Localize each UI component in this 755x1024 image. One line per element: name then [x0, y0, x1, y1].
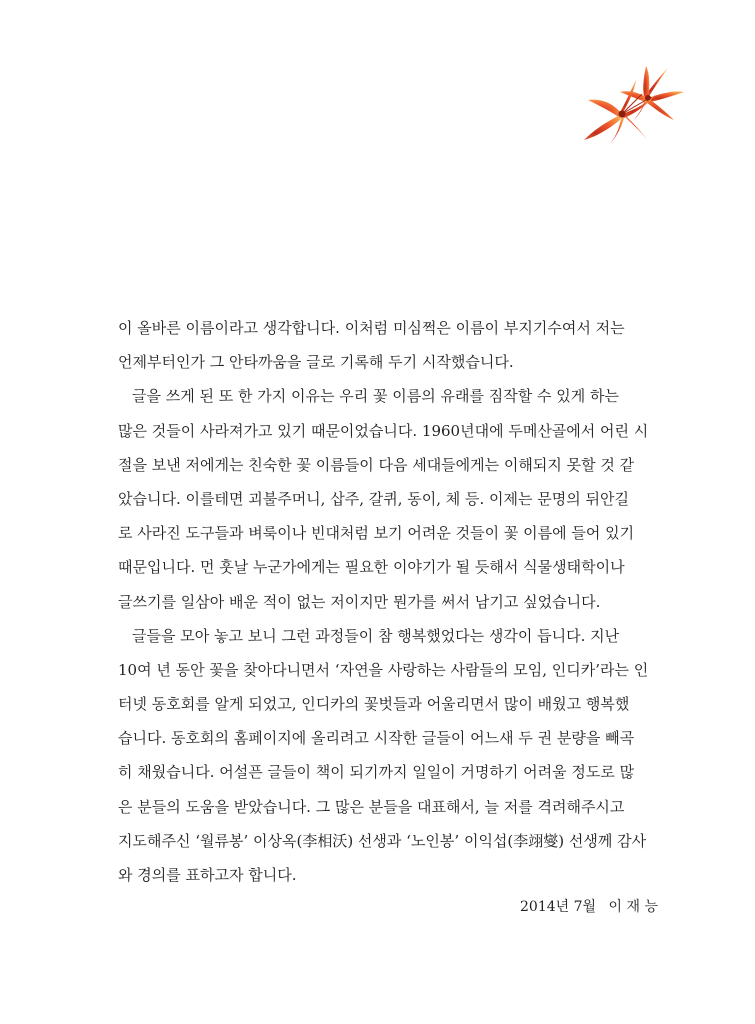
text-line: 때문입니다. 먼 훗날 누군가에게는 필요한 이야기가 될 듯해서 식물생태학이나: [118, 558, 625, 577]
body-text: [118, 311, 658, 892]
text-line: 많은 것들이 사라져가고 있기 때문이었습니다. 1960년대에 두메산골에서 어린 시: [118, 421, 649, 440]
text-line: 글쓰기를 일삼아 배운 적이 없는 저이지만 뭔가를 써서 남기고 싶었습니다.: [118, 592, 601, 611]
text-line: 절을 보낸 저에게는 친숙한 꽃 이름들이 다음 세대들에게는 이해되지 못할 것 같: [118, 455, 635, 474]
paragraph: [118, 619, 658, 893]
signature: [520, 892, 658, 922]
text-line: 10여 년 동안 꽃을 찾아다니면서 ‘자연을 사랑하는 사람들의 모임, 인디카’라는 인: [118, 660, 649, 679]
text-line: 글들을 모아 놓고 보니 그런 과정들이 참 행복했었다는 생각이 듭니다. 지난: [132, 626, 620, 645]
text-line: 터넷 동호회를 알게 되었고, 인디카의 꽃벗들과 어울리면서 많이 배웠고 행복했: [118, 695, 630, 714]
text-line: 은 분들의 도움을 받았습니다. 그 많은 분들을 대표해서, 늘 저를 격려해주시고: [118, 797, 625, 816]
text-line: 지도해주신 ‘월류봉’ 이상옥(李相沃) 선생과 ‘노인봉’ 이익섭(李翊燮) 선생께 감사: [118, 831, 647, 850]
text-line: 습니다. 동호회의 홈페이지에 올리려고 시작한 글들이 어느새 두 권 분량을 빼곡: [118, 729, 635, 748]
paragraph: [118, 379, 658, 618]
signature-date: 2014년 7월: [520, 899, 597, 915]
text-line: 와 경의를 표하고자 합니다.: [118, 866, 297, 884]
text-line: 이 올바른 이름이라고 생각합니다. 이처럼 미심쩍은 이름이 부지기수여서 저는: [118, 319, 625, 337]
text-line: 았습니다. 이를테면 괴불주머니, 삽주, 갈퀴, 동이, 체 등. 이제는 문명의 뒤안길: [118, 489, 629, 508]
flower-icon: [578, 64, 688, 148]
paragraph: [118, 311, 658, 379]
text-line: 로 사라진 도구들과 벼룩이나 빈대처럼 보기 어려운 것들이 꽃 이름에 들어 있기: [118, 524, 635, 543]
signature-author: 이 재 능: [608, 899, 658, 915]
text-line: 글을 쓰게 된 또 한 가지 이유는 우리 꽃 이름의 유래를 짐작할 수 있게 하는: [132, 387, 619, 406]
text-line: 언제부터인가 그 안타까움을 글로 기록해 두기 시작했습니다.: [118, 353, 514, 372]
text-line: 히 채웠습니다. 어설픈 글들이 책이 되기까지 일일이 거명하기 어려울 정도로 많: [118, 763, 635, 782]
